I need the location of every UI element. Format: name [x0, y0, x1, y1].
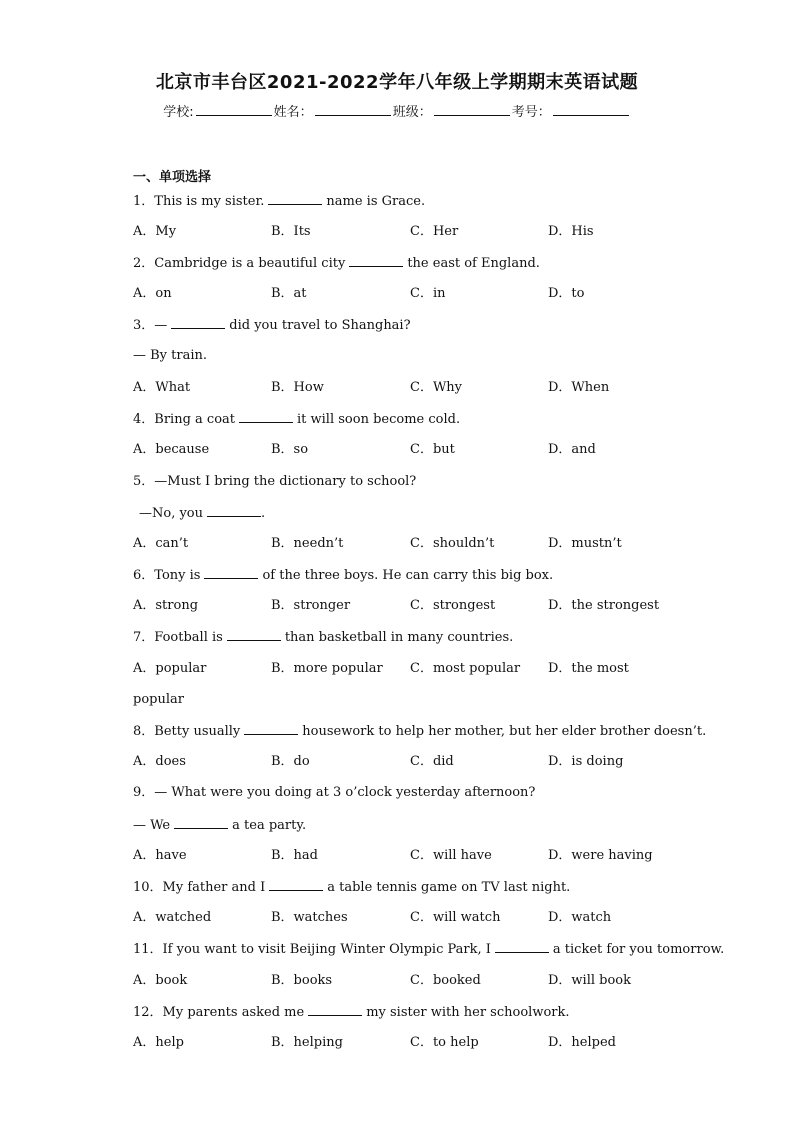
option-c[interactable]: C．shouldn’t — [410, 536, 495, 551]
text-segment: 5． — [133, 474, 155, 489]
question-3 — [133, 317, 411, 334]
answer-blank[interactable] — [171, 317, 225, 329]
question-12 — [133, 1004, 570, 1021]
option-c[interactable]: C．strongest — [410, 598, 496, 613]
question-7 — [133, 629, 513, 646]
option-d[interactable]: D．and — [548, 442, 596, 457]
text-segment: . — [261, 506, 266, 521]
page-title: 北京市丰台区2021-2022学年八年级上学期期末英语试题 — [155, 72, 639, 93]
question-8 — [133, 723, 706, 740]
option-c[interactable]: C．Her — [410, 224, 459, 239]
option-c[interactable]: C．in — [410, 286, 446, 301]
option-d[interactable]: D．the strongest — [548, 598, 660, 613]
option-b[interactable]: B．stronger — [271, 598, 351, 613]
option-a[interactable]: A．on — [133, 286, 172, 301]
text-segment: — What were you doing at 3 o’clock yesterday afternoon? — [154, 785, 536, 800]
option-a[interactable]: A．What — [133, 380, 191, 395]
option-b[interactable]: B．so — [271, 442, 309, 457]
option-a[interactable]: A．have — [133, 848, 187, 863]
text-segment: My parents asked me — [162, 1005, 305, 1020]
text-segment: 1． — [133, 194, 155, 209]
option-c[interactable]: C．booked — [410, 973, 481, 988]
option-c[interactable]: C．but — [410, 442, 455, 457]
question-6 — [133, 567, 553, 584]
option-b[interactable]: B．more popular — [271, 661, 383, 676]
number-blank[interactable] — [553, 103, 629, 116]
text-segment: 2． — [133, 256, 155, 271]
option-a[interactable]: A．watched — [133, 910, 212, 925]
option-a[interactable]: A．book — [133, 973, 188, 988]
answer-blank[interactable] — [269, 879, 323, 891]
text-segment: Bring a coat — [154, 412, 235, 427]
question-9-answer — [133, 817, 306, 834]
question-4 — [133, 411, 460, 428]
text-segment: Betty usually — [154, 724, 241, 739]
school-blank[interactable] — [196, 103, 272, 116]
question-2 — [133, 255, 540, 272]
answer-blank[interactable] — [349, 255, 403, 267]
text-segment: a ticket for you tomorrow. — [552, 942, 725, 957]
answer-blank[interactable] — [239, 411, 293, 423]
text-segment: Cambridge is a beautiful city — [154, 256, 346, 271]
text-segment: it will soon become cold. — [297, 412, 461, 427]
text-segment: housework to help her mother, but her elder brother doesn’t. — [302, 724, 707, 739]
text-segment: than basketball in many countries. — [284, 630, 514, 645]
student-info-line — [0, 101, 794, 120]
class-label: 班级： — [392, 105, 432, 120]
option-c[interactable]: C．did — [410, 754, 454, 769]
text-segment: 3． — [133, 318, 155, 333]
answer-blank[interactable] — [174, 817, 228, 829]
option-d[interactable]: D．is doing — [548, 754, 624, 769]
answer-blank[interactable] — [207, 505, 261, 517]
option-a[interactable]: A．strong — [133, 598, 199, 613]
text-segment: — We — [133, 818, 171, 833]
answer-blank[interactable] — [268, 193, 322, 205]
option-b[interactable]: B．had — [271, 848, 318, 863]
text-segment: —Must I bring the dictionary to school? — [154, 474, 417, 489]
option-a[interactable]: A．popular — [133, 661, 207, 676]
text-segment: of the three boys. He can carry this big box. — [262, 568, 554, 583]
option-d[interactable]: D．mustn’t — [548, 536, 622, 551]
option-d-wrap[interactable]: popular — [133, 692, 184, 707]
answer-blank[interactable] — [244, 723, 298, 735]
option-d[interactable]: D．the most — [548, 661, 629, 676]
text-segment: 7． — [133, 630, 155, 645]
option-b[interactable]: B．at — [271, 286, 307, 301]
text-segment: 9． — [133, 785, 155, 800]
answer-blank[interactable] — [227, 629, 281, 641]
question-5-answer — [139, 505, 265, 522]
text-segment: Football is — [154, 630, 223, 645]
name-blank[interactable] — [315, 103, 391, 116]
option-b[interactable]: B．needn’t — [271, 536, 344, 551]
option-b[interactable]: B．helping — [271, 1035, 343, 1050]
text-segment: 10． — [133, 880, 163, 895]
school-label: 学校: — [163, 105, 194, 120]
question-5 — [133, 474, 416, 490]
option-d[interactable]: D．will book — [548, 973, 632, 988]
section-heading: 一、单项选择 — [133, 170, 212, 185]
option-d[interactable]: D．helped — [548, 1035, 616, 1050]
name-label: 姓名： — [273, 105, 313, 120]
option-b[interactable]: B．books — [271, 973, 333, 988]
text-segment: name is Grace. — [326, 194, 426, 209]
option-a[interactable]: A．does — [133, 754, 186, 769]
option-a[interactable]: A．can’t — [133, 536, 189, 551]
text-segment: 11． — [133, 942, 163, 957]
question-11 — [133, 941, 724, 958]
option-b[interactable]: B．How — [271, 380, 324, 395]
option-d[interactable]: D．watch — [548, 910, 612, 925]
text-segment: 8． — [133, 724, 155, 739]
option-a[interactable]: A．help — [133, 1035, 184, 1050]
text-segment: — — [154, 318, 168, 333]
option-d[interactable]: D．were having — [548, 848, 653, 863]
option-b[interactable]: B．Its — [271, 224, 311, 239]
text-segment: 12． — [133, 1005, 163, 1020]
answer-blank[interactable] — [204, 567, 258, 579]
text-segment: did you travel to Shanghai? — [229, 318, 411, 333]
answer-blank[interactable] — [495, 941, 549, 953]
text-segment: 4． — [133, 412, 155, 427]
option-a[interactable]: A．My — [133, 224, 177, 239]
text-segment: a table tennis game on TV last night. — [327, 880, 571, 895]
option-c[interactable]: C．Why — [410, 380, 463, 395]
number-label: 考号： — [511, 105, 551, 120]
question-3-answer: — By train. — [133, 348, 208, 363]
answer-blank[interactable] — [308, 1004, 362, 1016]
text-segment: a tea party. — [232, 818, 307, 833]
question-10 — [133, 879, 570, 896]
option-d[interactable]: D．When — [548, 380, 610, 395]
class-blank[interactable] — [434, 103, 510, 116]
option-c[interactable]: C．will have — [410, 848, 492, 863]
text-segment: my sister with her schoolwork. — [366, 1005, 570, 1020]
text-segment: This is my sister. — [154, 194, 265, 209]
option-a[interactable]: A．because — [133, 442, 210, 457]
option-d[interactable]: D．to — [548, 286, 585, 301]
question-1 — [133, 193, 425, 210]
text-segment: —No, you — [139, 506, 204, 521]
option-c[interactable]: C．most popular — [410, 661, 521, 676]
question-9 — [133, 785, 535, 801]
option-b[interactable]: B．do — [271, 754, 310, 769]
option-b[interactable]: B．watches — [271, 910, 348, 925]
option-c[interactable]: C．will watch — [410, 910, 501, 925]
option-c[interactable]: C．to help — [410, 1035, 479, 1050]
text-segment: Tony is — [154, 568, 201, 583]
text-segment: the east of England. — [407, 256, 540, 271]
text-segment: 6． — [133, 568, 155, 583]
option-d[interactable]: D．His — [548, 224, 594, 239]
text-segment: My father and I — [162, 880, 266, 895]
text-segment: If you want to visit Beijing Winter Olympic Park, I — [162, 942, 491, 957]
